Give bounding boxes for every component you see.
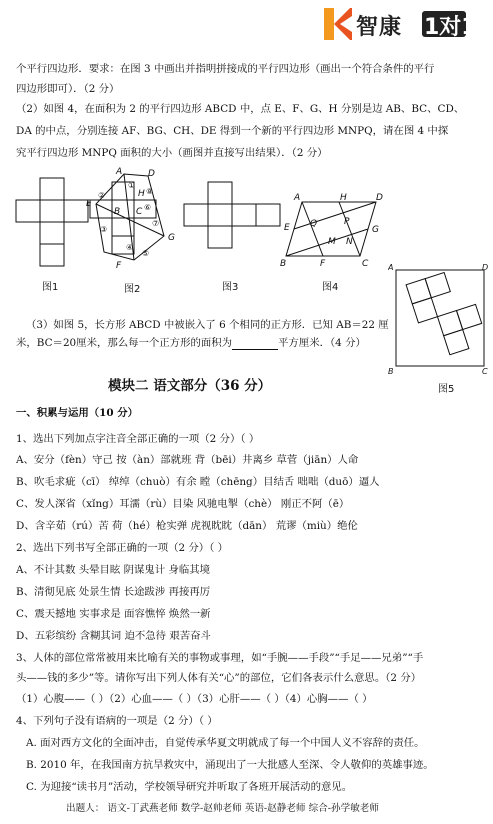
fig2-label-b: B <box>114 207 121 217</box>
answer-blank[interactable] <box>232 339 278 350</box>
question-4-option-a: A. 面对西方文化的全面冲击，自觉传承华夏文明就成了每一个中国人义不容辞的责任。 <box>26 737 425 749</box>
math-q3-text-b: 平方厘米．（4 分） <box>278 337 366 349</box>
question-4-option-c: C. 为迎接“读书月”活动，学校领导研究并听取了各班开展活动的意见。 <box>26 781 353 793</box>
fig2-label-h: H <box>138 189 145 199</box>
question-1-option-b: B、吹毛求疵（cī） 绰绰（chuò）有余 瞠（chēng）目结舌 咄咄（duō）逼人 <box>16 476 380 488</box>
fig2-num-5: ⑤ <box>142 249 150 258</box>
fig4-label-h: H <box>340 193 347 203</box>
prev-line-3: （2）如图 4，在面积为 2 的平行四边形 ABCD 中，点 E、F、G、H 分别是边 AB、BC、CD、 <box>16 103 465 115</box>
fig2-label-d: D <box>148 169 155 179</box>
fig4-label-e: E <box>284 223 290 233</box>
fig2-num-2: ② <box>98 191 106 200</box>
question-2-option-c: C、震天撼地 实事求是 面容憔悴 焕然一新 <box>16 608 211 620</box>
fig2-label-g: G <box>168 233 175 243</box>
section-title: 一、积累与运用（10 分） <box>16 407 138 419</box>
figure-2-caption: 图2 <box>124 284 141 295</box>
figure-5-rectangle <box>388 262 490 376</box>
fig2-num-8: ⑧ <box>146 187 154 196</box>
fig2-num-6: ⑥ <box>144 203 152 212</box>
fig2-num-7: ⑦ <box>152 219 160 228</box>
fig5-label-c: C <box>482 367 488 376</box>
fig4-label-q: Q <box>310 219 318 229</box>
fig4-label-p: P <box>344 217 350 227</box>
figure-3-caption: 图3 <box>222 282 239 293</box>
figure-1-cross <box>14 176 92 270</box>
fig4-label-m: M <box>328 237 336 247</box>
fig2-label-f: F <box>116 261 122 271</box>
figure-4-caption: 图4 <box>322 282 339 293</box>
question-1-option-d: D、含辛茹（rú）苦 荷（hé）枪实弹 虎视眈眈（dān） 荒谬（miù）绝伦 <box>16 520 358 532</box>
prev-line-5: 究平行四边形 MNPQ 面积的大小（画图并直接写出结果）．（2 分） <box>16 147 328 159</box>
question-2-option-b: B、清彻见底 处景生情 长途跋涉 再接再厉 <box>16 586 211 598</box>
fig2-num-4: ④ <box>126 243 134 252</box>
question-2: 2、选出下列书写全部正确的一项（2 分）（ ） <box>16 542 229 554</box>
fig4-label-c: C <box>362 259 369 269</box>
question-3-line-3: （1）心腹——（ ）（2）心血——（ ）（3）心肝——（ ）（4）心胸——（ ） <box>16 693 373 705</box>
math-q3-line-1: （3）如图 5，长方形 ABCD 中被嵌入了 6 个相同的正方形．已知 AB＝22 厘 <box>26 319 389 331</box>
logo-text: 智康 <box>356 15 403 40</box>
question-2-option-a: A、不计其数 头晕目眩 阴谋鬼计 身临其境 <box>16 564 211 576</box>
question-1-option-c: C、发人深省（xǐng）耳濡（rù）目染 风驰电掣（chè） 刚正不阿（ē） <box>16 498 350 510</box>
logo-k-icon <box>322 6 354 42</box>
fig5-label-d: D <box>482 263 489 272</box>
figure-1-caption: 图1 <box>42 282 59 293</box>
prev-line-1: 个平行四边形．要求：在图 3 中画出并指明拼接成的平行四边形（画出一个符合条件的平行 <box>16 63 435 75</box>
fig2-label-c: C <box>136 207 143 217</box>
question-2-option-d: D、五彩缤纷 含糊其词 迫不急待 艰苦奋斗 <box>16 630 211 642</box>
figure-4-parallelogram <box>280 192 386 272</box>
brand-logo <box>322 6 487 42</box>
question-4-option-b: B. 2010 年，在我国南方抗旱救灾中，涌现出了一大批感人至深、令人敬仰的英雄事迹。 <box>26 759 434 771</box>
module-title: 模块二 语文部分（36 分） <box>108 378 272 394</box>
prev-line-2: 四边形即可）．（2 分） <box>16 83 120 95</box>
question-4: 4、下列句子没有语病的一项是（2 分）（ ） <box>16 715 218 727</box>
question-1: 1、选出下列加点字注音全部正确的一项（2 分）（ ） <box>16 433 260 445</box>
fig4-label-d: D <box>376 193 383 203</box>
math-q3-text-a: 米，BC＝20厘米，那么每一个正方形的面积为 <box>16 337 233 349</box>
prev-line-4: DA 的中点，分别连接 AF、BG、CH、DE 得到一个新的平行四边形 MNPQ，请在图 4 中探 <box>16 125 449 137</box>
fig5-label-b: B <box>388 367 394 376</box>
fig2-num-3: ③ <box>100 225 108 234</box>
math-q3-line-2 <box>16 336 366 350</box>
question-3-line-1: 3、人体的部位常常被用来比喻有关的事物或事理，如“手腕——手段”“手足——兄弟”“手 <box>16 652 424 664</box>
fig2-label-a: A <box>116 167 123 177</box>
fig2-num-1: ① <box>128 181 136 190</box>
logo-mark: 1对1 <box>424 15 477 40</box>
fig4-label-f: F <box>320 259 326 269</box>
fig5-label-a: A <box>388 263 394 272</box>
figure-5-caption: 图5 <box>438 384 455 395</box>
question-3-line-2: 头——钱的多少”等。请你写出下列人体有关“心”的部位，它们各表示什么意思。（2 分） <box>16 672 422 684</box>
fig2-label-e: E <box>86 199 92 209</box>
figure-2-dissection <box>86 164 184 274</box>
question-1-option-a: A、安分（fèn）守己 按（àn）部就班 背（bēi）井离乡 草菅（jiān）人命 <box>16 454 359 466</box>
footer-authors: 出题人： 语文-丁武燕老师 数学-赵帅老师 英语-赵静老师 综合-孙学敏老师 <box>66 803 379 814</box>
fig4-label-n: N <box>346 237 353 247</box>
fig4-label-b: B <box>280 259 287 269</box>
fig4-label-a: A <box>294 193 301 203</box>
figure-3-grid <box>182 180 282 262</box>
fig4-label-g: G <box>372 225 379 235</box>
